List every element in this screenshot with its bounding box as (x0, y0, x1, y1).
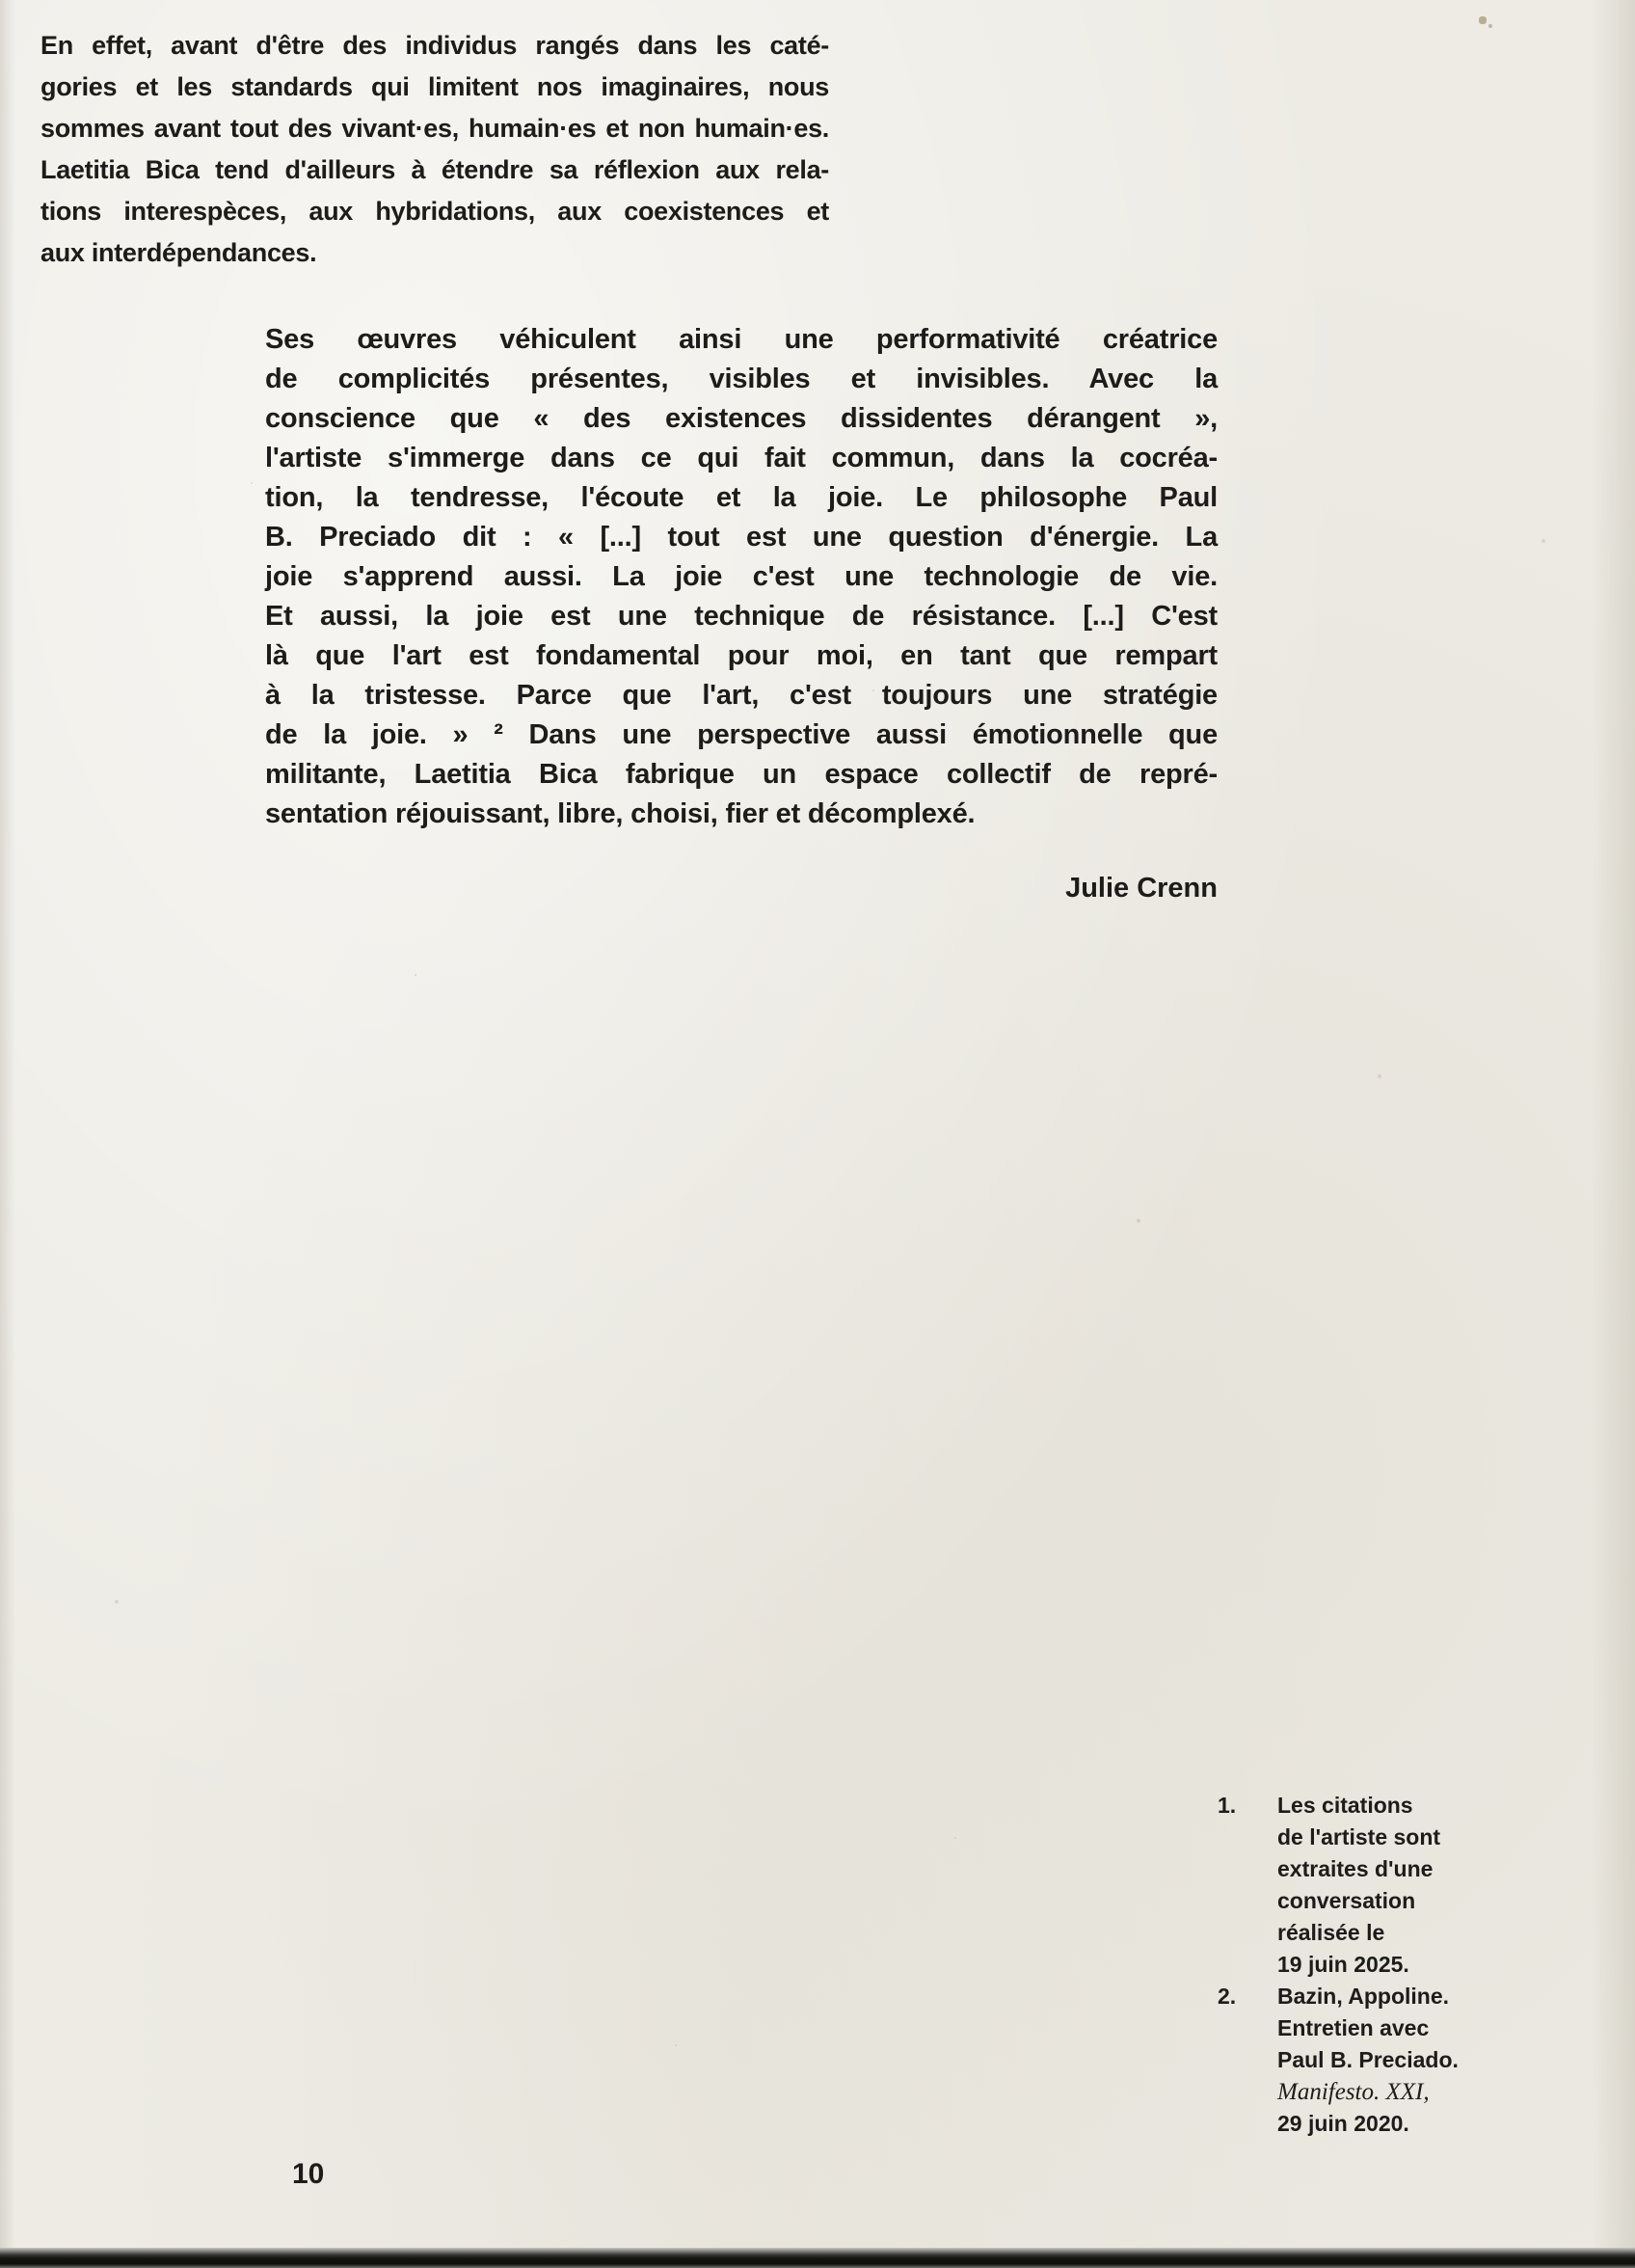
text-line: conversation (1277, 1888, 1416, 1913)
text-line: 19 juin 2025. (1277, 1952, 1409, 1977)
text-line: tions interespèces, aux hybridations, aux coexistences et (40, 197, 829, 226)
text-line: gories et les standards qui limitent nos imaginaires, nous (40, 72, 829, 101)
text-line: réalisée le (1277, 1920, 1385, 1945)
text-line: tion, la tendresse, l'écoute et la joie. Le philosophe Paul (265, 482, 1218, 513)
text-line: Entretien avec (1277, 2015, 1430, 2040)
text-line: à la tristesse. Parce que l'art, c'est toujours une stratégie (265, 680, 1218, 711)
text-line: sommes avant tout des vivant·es, humain·es et non humain·es. (40, 114, 829, 143)
text-line: Les citations (1277, 1793, 1413, 1818)
text-line: de la joie. » ² Dans une perspective aussi émotionnelle que (265, 719, 1218, 750)
text-line: Paul B. Preciado. (1277, 2047, 1459, 2072)
page-number: 10 (292, 2158, 325, 2190)
footnote-1 (1218, 1790, 1507, 1981)
footnote-number: 2. (1218, 1984, 1237, 2009)
text-line: Et aussi, la joie est une technique de résistance. [...] C'est (265, 601, 1218, 632)
author-attribution: Julie Crenn (1065, 873, 1218, 904)
text-line: 29 juin 2020. (1277, 2111, 1409, 2136)
text-line: sentation réjouissant, libre, choisi, fier et décomplexé. (265, 798, 976, 829)
footnote-number: 1. (1218, 1793, 1237, 1818)
intro-paragraph (40, 25, 829, 274)
text-line: là que l'art est fondamental pour moi, en tant que rempart (265, 640, 1218, 671)
text-line: Bazin, Appoline. (1277, 1984, 1450, 2009)
text-line: En effet, avant d'être des individus rangés dans les caté- (40, 31, 829, 60)
text-line: aux interdépendances. (40, 238, 317, 267)
text-line: de l'artiste sont (1277, 1824, 1441, 1850)
text-line: l'artiste s'immerge dans ce qui fait commun, dans la cocréa- (265, 443, 1218, 473)
journal-title-italic: Manifesto. XXI, (1277, 2079, 1430, 2105)
text-line: militante, Laetitia Bica fabrique un espace collectif de repré- (265, 759, 1218, 790)
text-line: conscience que « des existences dissidentes dérangent », (265, 403, 1218, 434)
text-line: extraites d'une (1277, 1856, 1434, 1881)
text-line: Laetitia Bica tend d'ailleurs à étendre sa réflexion aux rela- (40, 155, 829, 184)
footnotes-block (1218, 1790, 1507, 2140)
paper-speck-layer (0, 0, 2, 2)
text-line: joie s'apprend aussi. La joie c'est une technologie de vie. (265, 561, 1218, 592)
text-line: de complicités présentes, visibles et invisibles. Avec la (265, 364, 1218, 394)
text-line: B. Preciado dit : « [...] tout est une question d'énergie. La (265, 522, 1218, 553)
scan-edge-bar (0, 2248, 1635, 2268)
footnote-2 (1218, 1981, 1507, 2140)
text-line: Ses œuvres véhiculent ainsi une performativité créatrice (265, 324, 1218, 355)
footnote-text (1277, 1790, 1507, 1981)
quote-paragraph (265, 320, 1218, 834)
footnote-text (1277, 1981, 1507, 2140)
